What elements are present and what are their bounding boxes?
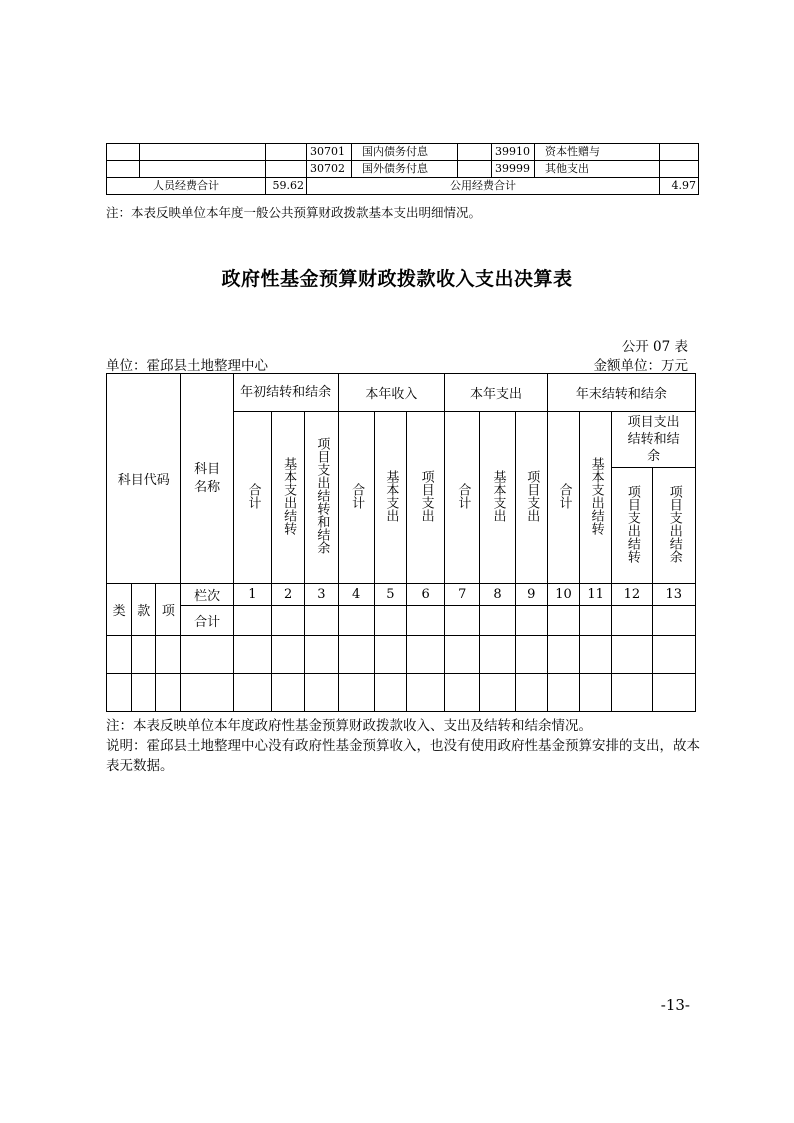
table-row xyxy=(107,178,699,195)
table-row xyxy=(107,144,699,161)
note-bottom: 注：本表反映单位本年度政府性基金预算财政拨款收入、支出及结转和结余情况。 xyxy=(106,718,592,734)
total-row xyxy=(107,606,696,636)
cell xyxy=(233,636,271,674)
header-row xyxy=(107,374,696,412)
column-number: 8 xyxy=(480,584,515,606)
sub-header: 项目支出 xyxy=(515,412,547,584)
column-number: 6 xyxy=(406,584,444,606)
cell xyxy=(140,161,266,178)
header-income: 本年收入 xyxy=(338,374,445,412)
cell xyxy=(445,674,480,712)
basic-expense-table xyxy=(106,143,699,195)
public-total-label: 公用经费合计 xyxy=(307,178,660,195)
table-number: 公开 07 表 xyxy=(621,339,688,355)
cell xyxy=(445,606,480,636)
column-number: 3 xyxy=(305,584,338,606)
name-cell: 其他支出 xyxy=(535,161,660,178)
table-row xyxy=(107,161,699,178)
sub-header: 基本支出结转 xyxy=(272,412,305,584)
cell xyxy=(480,674,515,712)
cell xyxy=(181,674,233,712)
cell xyxy=(181,636,233,674)
column-number: 9 xyxy=(515,584,547,606)
cell xyxy=(374,636,406,674)
column-number: 2 xyxy=(272,584,305,606)
value-cell xyxy=(660,161,699,178)
name-cell: 国内债务付息 xyxy=(352,144,458,161)
cell xyxy=(107,674,132,712)
cell xyxy=(156,674,181,712)
label-xiang: 项 xyxy=(156,584,181,636)
cell xyxy=(515,674,547,712)
sub-header: 基本支出 xyxy=(374,412,406,584)
page-number: -13- xyxy=(660,996,690,1014)
cell xyxy=(107,161,140,178)
cell xyxy=(338,674,374,712)
column-number: 1 xyxy=(233,584,271,606)
column-number: 10 xyxy=(547,584,579,606)
cell xyxy=(233,606,271,636)
cell xyxy=(547,674,579,712)
cell xyxy=(266,161,307,178)
cell xyxy=(612,636,652,674)
sub-header: 项目支出 xyxy=(406,412,444,584)
cell xyxy=(132,674,156,712)
sub-header: 基本支出 xyxy=(480,412,515,584)
code-cell: 30701 xyxy=(307,144,352,161)
unit-label: 单位：霍邱县土地整理中心 xyxy=(106,358,268,374)
cell xyxy=(652,636,695,674)
column-number: 12 xyxy=(612,584,652,606)
code-cell: 30702 xyxy=(307,161,352,178)
cell xyxy=(480,636,515,674)
cell xyxy=(580,674,612,712)
table-row xyxy=(107,636,696,674)
header-begin: 年初结转和结余 xyxy=(233,374,338,412)
name-cell: 国外债务付息 xyxy=(352,161,458,178)
cell xyxy=(107,144,140,161)
cell xyxy=(406,606,444,636)
column-number: 7 xyxy=(445,584,480,606)
cell xyxy=(612,606,652,636)
cell xyxy=(652,674,695,712)
public-total-value: 4.97 xyxy=(660,178,699,195)
sub-header: 合计 xyxy=(547,412,579,584)
table-row xyxy=(107,674,696,712)
sub-header: 项目支出结转 xyxy=(612,468,652,584)
cell xyxy=(445,636,480,674)
cell xyxy=(132,636,156,674)
sub-header: 合计 xyxy=(445,412,480,584)
cell xyxy=(547,636,579,674)
name-cell: 资本性赠与 xyxy=(535,144,660,161)
cell xyxy=(305,636,338,674)
cell xyxy=(580,606,612,636)
cell xyxy=(338,636,374,674)
personnel-total-value: 59.62 xyxy=(266,178,307,195)
sub-header: 项目支出结转和结余 xyxy=(305,412,338,584)
cell xyxy=(515,606,547,636)
explanation: 说明：霍邱县土地整理中心没有政府性基金预算收入，也没有使用政府性基金预算安排的支出，故本表无数据。 xyxy=(106,738,700,774)
page-title: 政府性基金预算财政拨款收入支出决算表 xyxy=(221,268,573,290)
header-code: 科目代码 xyxy=(107,374,181,584)
cell xyxy=(374,606,406,636)
cell xyxy=(515,636,547,674)
sub-header: 项目支出结余 xyxy=(652,468,695,584)
column-number: 11 xyxy=(580,584,612,606)
value-cell xyxy=(458,161,492,178)
personnel-total-label: 人员经费合计 xyxy=(107,178,266,195)
cell xyxy=(374,674,406,712)
column-number: 13 xyxy=(652,584,695,606)
code-cell: 39999 xyxy=(492,161,535,178)
fund-table xyxy=(106,373,696,712)
sub-header: 合计 xyxy=(338,412,374,584)
label-column: 栏次 xyxy=(181,584,233,606)
notes xyxy=(106,716,706,776)
cell xyxy=(272,636,305,674)
cell xyxy=(272,674,305,712)
label-kuan: 款 xyxy=(132,584,156,636)
note-top: 注：本表反映单位本年度一般公共预算财政拨款基本支出明细情况。 xyxy=(106,205,482,220)
header-end: 年末结转和结余 xyxy=(547,374,695,412)
header-expend: 本年支出 xyxy=(445,374,548,412)
column-number: 5 xyxy=(374,584,406,606)
cell xyxy=(266,144,307,161)
cell xyxy=(580,636,612,674)
cell xyxy=(652,606,695,636)
label-total: 合计 xyxy=(181,606,233,636)
cell xyxy=(406,674,444,712)
cell xyxy=(406,636,444,674)
sub-header: 基本支出结转 xyxy=(580,412,612,584)
cell xyxy=(272,606,305,636)
cell xyxy=(612,674,652,712)
cell xyxy=(338,606,374,636)
sub-header: 合计 xyxy=(233,412,271,584)
value-cell xyxy=(458,144,492,161)
header-name: 科目名称 xyxy=(181,374,233,584)
code-cell: 39910 xyxy=(492,144,535,161)
label-lei: 类 xyxy=(107,584,132,636)
cell xyxy=(140,144,266,161)
sub-header: 项目支出结转和结余 xyxy=(612,412,696,468)
cell xyxy=(547,606,579,636)
column-number-row xyxy=(107,584,696,606)
value-cell xyxy=(660,144,699,161)
column-number: 4 xyxy=(338,584,374,606)
money-unit-label: 金额单位：万元 xyxy=(593,358,688,374)
cell xyxy=(233,674,271,712)
cell xyxy=(305,606,338,636)
cell xyxy=(156,636,181,674)
cell xyxy=(305,674,338,712)
cell xyxy=(107,636,132,674)
cell xyxy=(480,606,515,636)
